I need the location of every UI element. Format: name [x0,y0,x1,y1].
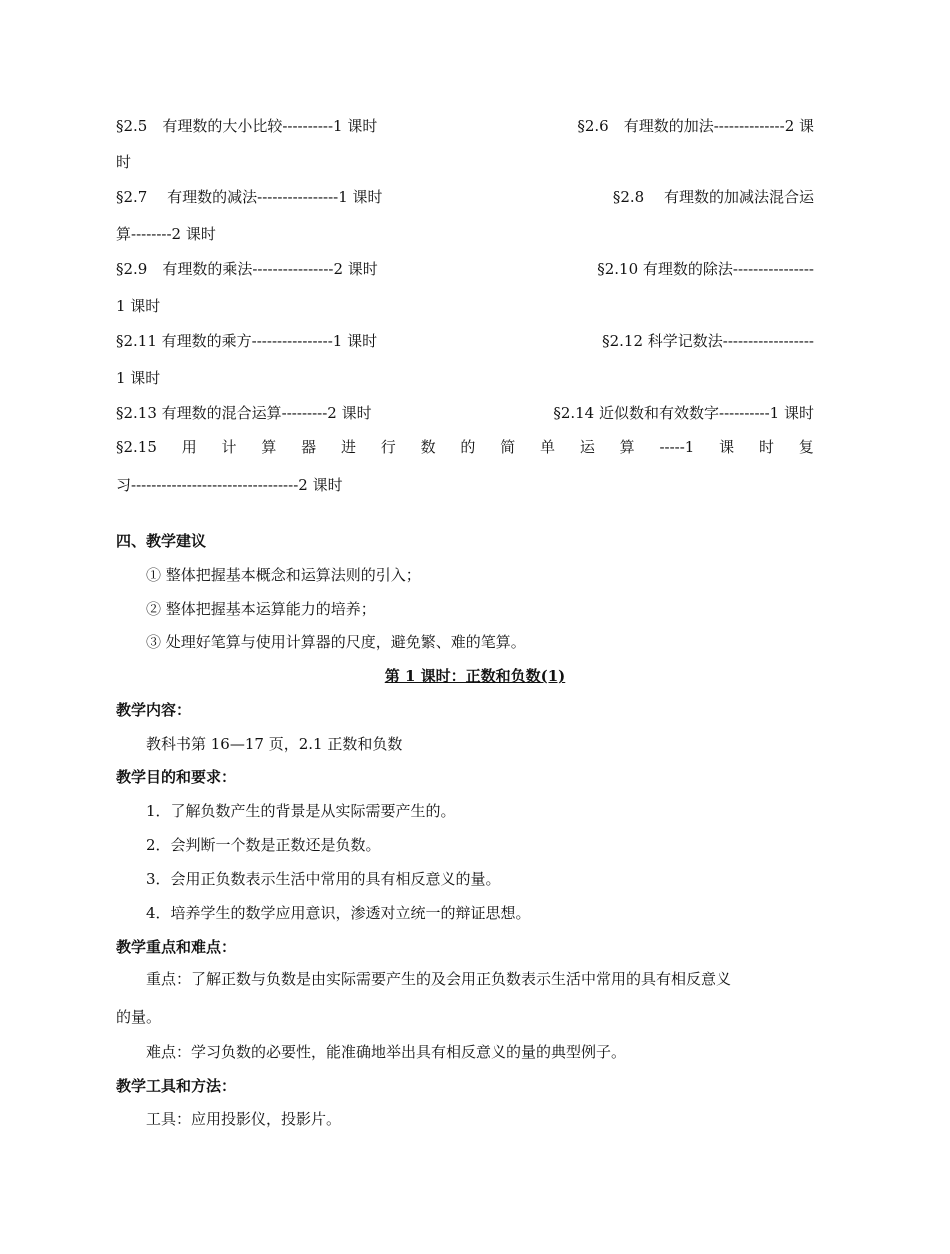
schedule-char: 算 [261,438,277,456]
goal-item: 2．会判断一个数是正数还是负数。 [146,836,381,854]
schedule-char: 的 [460,438,476,456]
lesson-title-wrap [0,666,950,686]
schedule-continuation: 习---------------------------------2 课时 [116,476,343,494]
schedule-char: 计 [221,438,237,456]
schedule-item: §2.8 有理数的加减法混合运 [612,188,814,206]
suggestion-item: ② 整体把握基本运算能力的培养； [146,600,376,618]
section-heading: 四、教学建议 [116,532,207,550]
goal-item: 4．培养学生的数学应用意识，渗透对立统一的辩证思想。 [146,904,531,922]
goal-item: 1．了解负数产生的背景是从实际需要产生的。 [146,802,456,820]
schedule-char: 用 [181,438,197,456]
schedule-continuation: 算--------2 课时 [116,225,216,243]
content-heading: 教学内容： [116,701,192,719]
schedule-item: §2.14 近似数和有效数字----------1 课时 [553,404,814,422]
schedule-row-justified [116,437,814,457]
schedule-char: 数 [420,438,436,456]
difficulty-text: 难点：学习负数的必要性，能准确地举出具有相反意义的量的典型例子。 [146,1043,627,1061]
schedule-item: §2.13 有理数的混合运算---------2 课时 [116,404,372,422]
schedule-char: 简 [500,438,516,456]
schedule-item: §2.7 有理数的减法----------------1 课时 [116,188,383,206]
schedule-item: §2.11 有理数的乘方----------------1 课时 [116,332,378,350]
suggestion-item: ① 整体把握基本概念和运算法则的引入； [146,566,421,584]
schedule-char: 单 [540,438,556,456]
schedule-item: §2.10 有理数的除法---------------- [597,260,814,278]
goals-heading: 教学目的和要求： [116,768,237,786]
schedule-char: -----1 [659,438,695,456]
schedule-row [116,403,814,423]
content-text: 教科书第 16—17 页，2.1 正数和负数 [146,735,403,753]
schedule-row [116,116,814,136]
schedule-char: §2.15 [116,438,157,456]
schedule-item: §2.5 有理数的大小比较----------1 课时 [116,117,378,135]
schedule-row [116,331,814,351]
schedule-char: 时 [758,438,774,456]
schedule-char: 器 [301,438,317,456]
tools-heading: 教学工具和方法： [116,1077,237,1095]
schedule-item: §2.6 有理数的加法--------------2 课 [577,117,814,135]
schedule-row [116,187,814,207]
key-heading: 教学重点和难点： [116,938,237,956]
key-point-line: 重点：了解正数与负数是由实际需要产生的及会用正负数表示生活中常用的具有相反意义 [146,970,732,988]
schedule-row [116,259,814,279]
schedule-item: §2.12 科学记数法------------------ [602,332,814,350]
lesson-title: 第 1 课时：正数和负数(1) [384,667,566,685]
schedule-char: 课 [719,438,735,456]
schedule-char: 算 [619,438,635,456]
schedule-char: 行 [380,438,396,456]
schedule-continuation: 时 [116,153,132,171]
suggestion-item: ③ 处理好笔算与使用计算器的尺度，避免繁、难的笔算。 [146,633,526,651]
schedule-char: 进 [340,438,356,456]
schedule-continuation: 1 课时 [116,297,161,315]
schedule-item: §2.9 有理数的乘法----------------2 课时 [116,260,378,278]
goal-item: 3．会用正负数表示生活中常用的具有相反意义的量。 [146,870,501,888]
schedule-char: 运 [579,438,595,456]
schedule-char: 复 [798,438,814,456]
tools-text: 工具：应用投影仪，投影片。 [146,1110,342,1128]
key-point-line: 的量。 [116,1008,162,1026]
schedule-continuation: 1 课时 [116,369,161,387]
